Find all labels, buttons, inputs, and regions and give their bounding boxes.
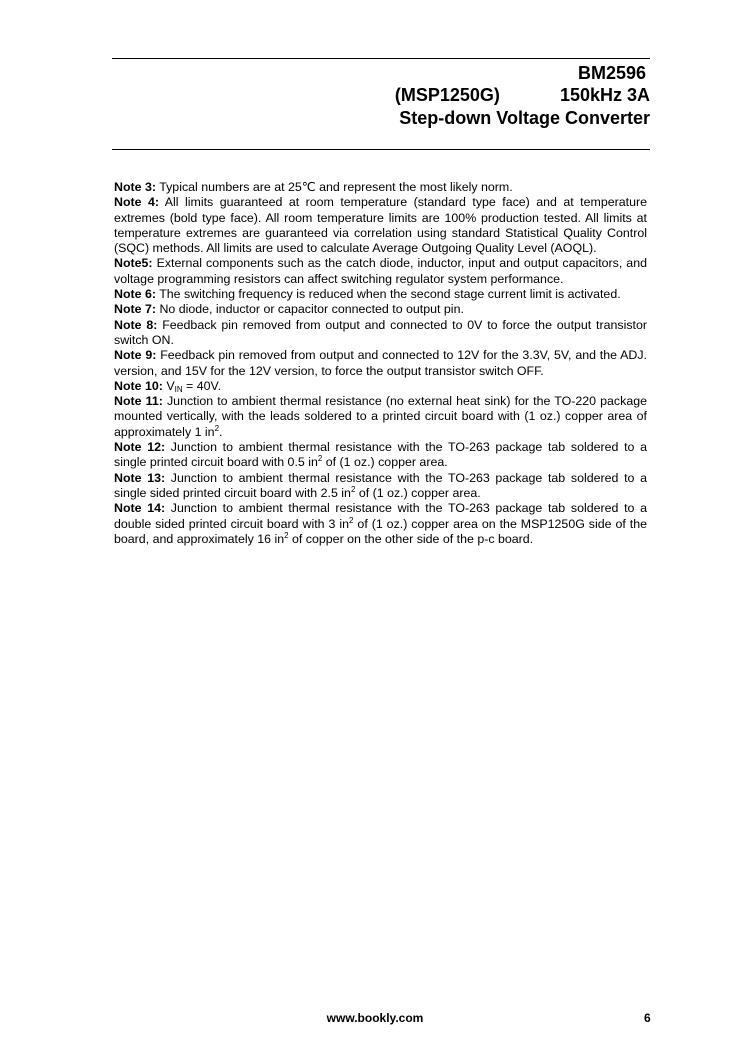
note-text: V (162, 378, 175, 393)
alt-part-number: (MSP1250G) (394, 85, 500, 105)
note-label: Note 8: (114, 317, 158, 332)
note-text: of copper on the other side of the p-c board. (288, 531, 534, 546)
subscript: IN (174, 384, 183, 394)
header-top-rule (112, 58, 650, 59)
footer-url: www.bookly.com (326, 1011, 424, 1025)
superscript: 2 (214, 423, 220, 433)
note-14 (114, 501, 647, 547)
note-text: = 40V. (182, 378, 222, 393)
note-text: Junction to ambient thermal resistance with the TO-263 package tab soldered to a double sided printed circuit board with 3 in (114, 501, 647, 531)
superscript: 2 (350, 484, 356, 494)
note-text: External components such as the catch diode, inductor, input and output capacitors, and voltage programming resistors can affect switching regulator system performance. (114, 256, 647, 286)
header-bottom-rule (112, 149, 650, 150)
note-8 (114, 318, 647, 349)
note-6 (114, 287, 647, 302)
note-text: of (1 oz.) copper area on the MSP1250G side of the board, and approximately 16 in (114, 516, 647, 546)
part-number: BM2596 (577, 63, 646, 83)
note-7 (114, 302, 647, 317)
note-label: Note 11: (114, 394, 163, 409)
note-9 (114, 348, 647, 379)
note-5 (114, 256, 647, 287)
note-label: Note 4: (114, 195, 160, 210)
note-label: Note 7: (114, 302, 156, 317)
note-text: Feedback pin removed from output and connected to 0V to force the output transistor switch ON. (114, 317, 647, 347)
note-label: Note 10: (114, 378, 163, 393)
note-11 (114, 394, 647, 440)
note-label: Note 14: (114, 501, 166, 516)
note-text: Typical numbers are at 25℃ and represent the most likely norm. (156, 180, 513, 194)
note-label: Note 9: (114, 348, 157, 363)
note-label: Note 12: (114, 440, 166, 455)
note-13 (114, 471, 647, 502)
superscript: 2 (349, 515, 354, 525)
notes-section (114, 180, 647, 547)
header-subtitle-line (395, 84, 650, 106)
page-number: 6 (644, 1011, 651, 1025)
note-text: The switching frequency is reduced when the second stage current limit is activated. (156, 287, 621, 302)
document-title: Step-down Voltage Converter (399, 108, 650, 128)
note-3 (114, 180, 647, 195)
note-text: Junction to ambient thermal resistance with the TO-263 package tab soldered to a single sided printed circuit board with 2.5 in (114, 470, 647, 500)
note-text: of (1 oz.) copper area. (322, 455, 448, 470)
note-text: Junction to ambient thermal resistance with the TO-263 package tab soldered to a single printed circuit board with 0.5 in (114, 440, 647, 470)
note-label: Note 13: (114, 470, 166, 485)
spec-label: 150kHz 3A (559, 85, 650, 105)
note-text: All limits guaranteed at room temperature (standard type face) and at temperature extremes (bold type face). All room temperature limits are 100% production tested. All limits at temperature extremes are guaranteed via correlation using standard Statistical Quality Control (SQC) methods. All limits are used to calculate Average Outgoing Quality Level (AOQL). (114, 195, 647, 256)
note-10 (114, 379, 647, 394)
note-text: No diode, inductor or capacitor connected to output pin. (156, 302, 464, 317)
note-text: . (219, 424, 223, 439)
note-text: Junction to ambient thermal resistance (no external heat sink) for the TO-220 package mounted vertically, with the leads soldered to a printed circuit board with (1 oz.) copper area of approximately 1 in (114, 394, 647, 439)
note-4 (114, 195, 647, 256)
note-label: Note 3: (114, 180, 156, 194)
superscript: 2 (284, 530, 289, 540)
note-text: Feedback pin removed from output and connected to 12V for the 3.3V, 5V, and the ADJ. version, and 15V for the 12V version, to force the output transistor switch OFF. (114, 348, 648, 378)
note-text: of (1 oz.) copper area. (355, 485, 481, 500)
note-label: Note 6: (114, 287, 156, 302)
superscript: 2 (317, 454, 323, 464)
note-label: Note5: (114, 256, 153, 271)
note-12 (114, 440, 647, 471)
